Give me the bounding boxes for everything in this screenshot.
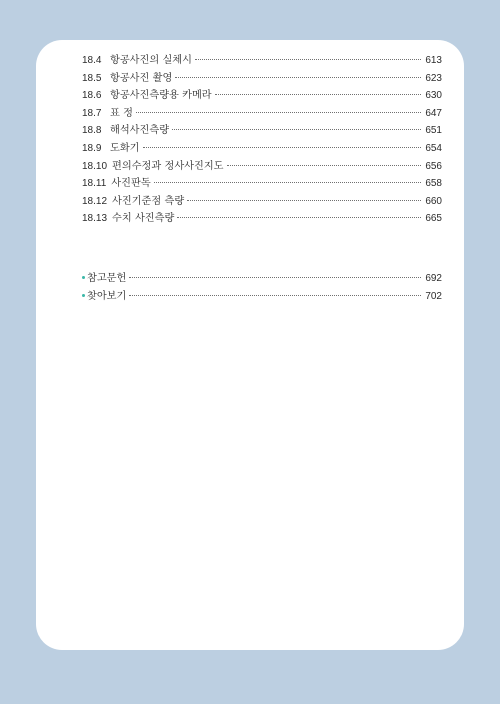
- bullet-icon: [82, 294, 85, 297]
- page-number: 613: [425, 55, 442, 66]
- section-title: 사진기준점 측량: [112, 195, 185, 207]
- section-number: 18.5: [82, 72, 102, 84]
- section-title: 항공사진 촬영: [110, 72, 173, 84]
- page-number: 623: [425, 72, 442, 84]
- toc-entry-18-13[interactable]: [82, 210, 442, 228]
- section-number: 18.7: [82, 107, 102, 119]
- section-title: 수치 사진측량: [112, 213, 175, 225]
- table-of-contents: [82, 52, 442, 228]
- section-title: 편의수정과 정사사진지도: [112, 160, 224, 172]
- section-title: 표 정: [110, 107, 133, 119]
- section-title: 해석사진측량: [110, 125, 170, 137]
- section-title: 사진판독: [111, 178, 151, 190]
- section-number: 18.13: [82, 213, 108, 225]
- appendix-entry-index[interactable]: [82, 288, 442, 306]
- dot-leader: [154, 182, 421, 183]
- section-title: 도화기: [110, 142, 140, 154]
- toc-entry-18-8[interactable]: [82, 122, 442, 140]
- toc-entry-18-9[interactable]: [82, 140, 442, 158]
- section-title: 항공사진의 실체시: [110, 55, 192, 66]
- dot-leader: [195, 59, 421, 60]
- page-number: 665: [425, 213, 442, 225]
- toc-entry-18-5[interactable]: [82, 70, 442, 88]
- page-number: 660: [425, 195, 442, 207]
- toc-entry-18-11[interactable]: [82, 175, 442, 193]
- page-number: 651: [425, 125, 442, 137]
- appendix-entry-references[interactable]: [82, 270, 442, 288]
- toc-entry-18-12[interactable]: [82, 193, 442, 211]
- toc-entry-18-7[interactable]: [82, 105, 442, 123]
- section-title: 항공사진측량용 카메라: [110, 90, 212, 102]
- page-number: 692: [425, 273, 442, 284]
- appendix-title: 찾아보기: [87, 291, 127, 302]
- section-number: 18.6: [82, 90, 102, 102]
- dot-leader: [227, 165, 421, 166]
- toc-entry-18-6[interactable]: [82, 87, 442, 105]
- dot-leader: [172, 129, 421, 130]
- section-number: 18.4: [82, 55, 102, 66]
- section-number: 18.8: [82, 125, 102, 137]
- section-number: 18.9: [82, 142, 102, 154]
- section-number: 18.10: [82, 160, 108, 172]
- section-number: 18.11: [82, 178, 107, 190]
- toc-entry-18-4[interactable]: [82, 52, 442, 70]
- bullet-icon: [82, 276, 85, 279]
- dot-leader: [136, 112, 421, 113]
- page-number: 702: [425, 291, 442, 302]
- page-number: 658: [425, 178, 442, 190]
- page-number: 630: [425, 90, 442, 102]
- page-number: 654: [425, 142, 442, 154]
- dot-leader: [177, 217, 421, 218]
- dot-leader: [215, 94, 421, 95]
- page-number: 656: [425, 160, 442, 172]
- page-number: 647: [425, 107, 442, 119]
- dot-leader: [175, 77, 421, 78]
- dot-leader: [129, 295, 421, 296]
- dot-leader: [187, 200, 421, 201]
- appendix-list: [82, 270, 442, 306]
- dot-leader: [143, 147, 421, 148]
- section-number: 18.12: [82, 195, 108, 207]
- appendix-title: 참고문헌: [87, 273, 127, 284]
- toc-entry-18-10[interactable]: [82, 158, 442, 176]
- dot-leader: [129, 277, 421, 278]
